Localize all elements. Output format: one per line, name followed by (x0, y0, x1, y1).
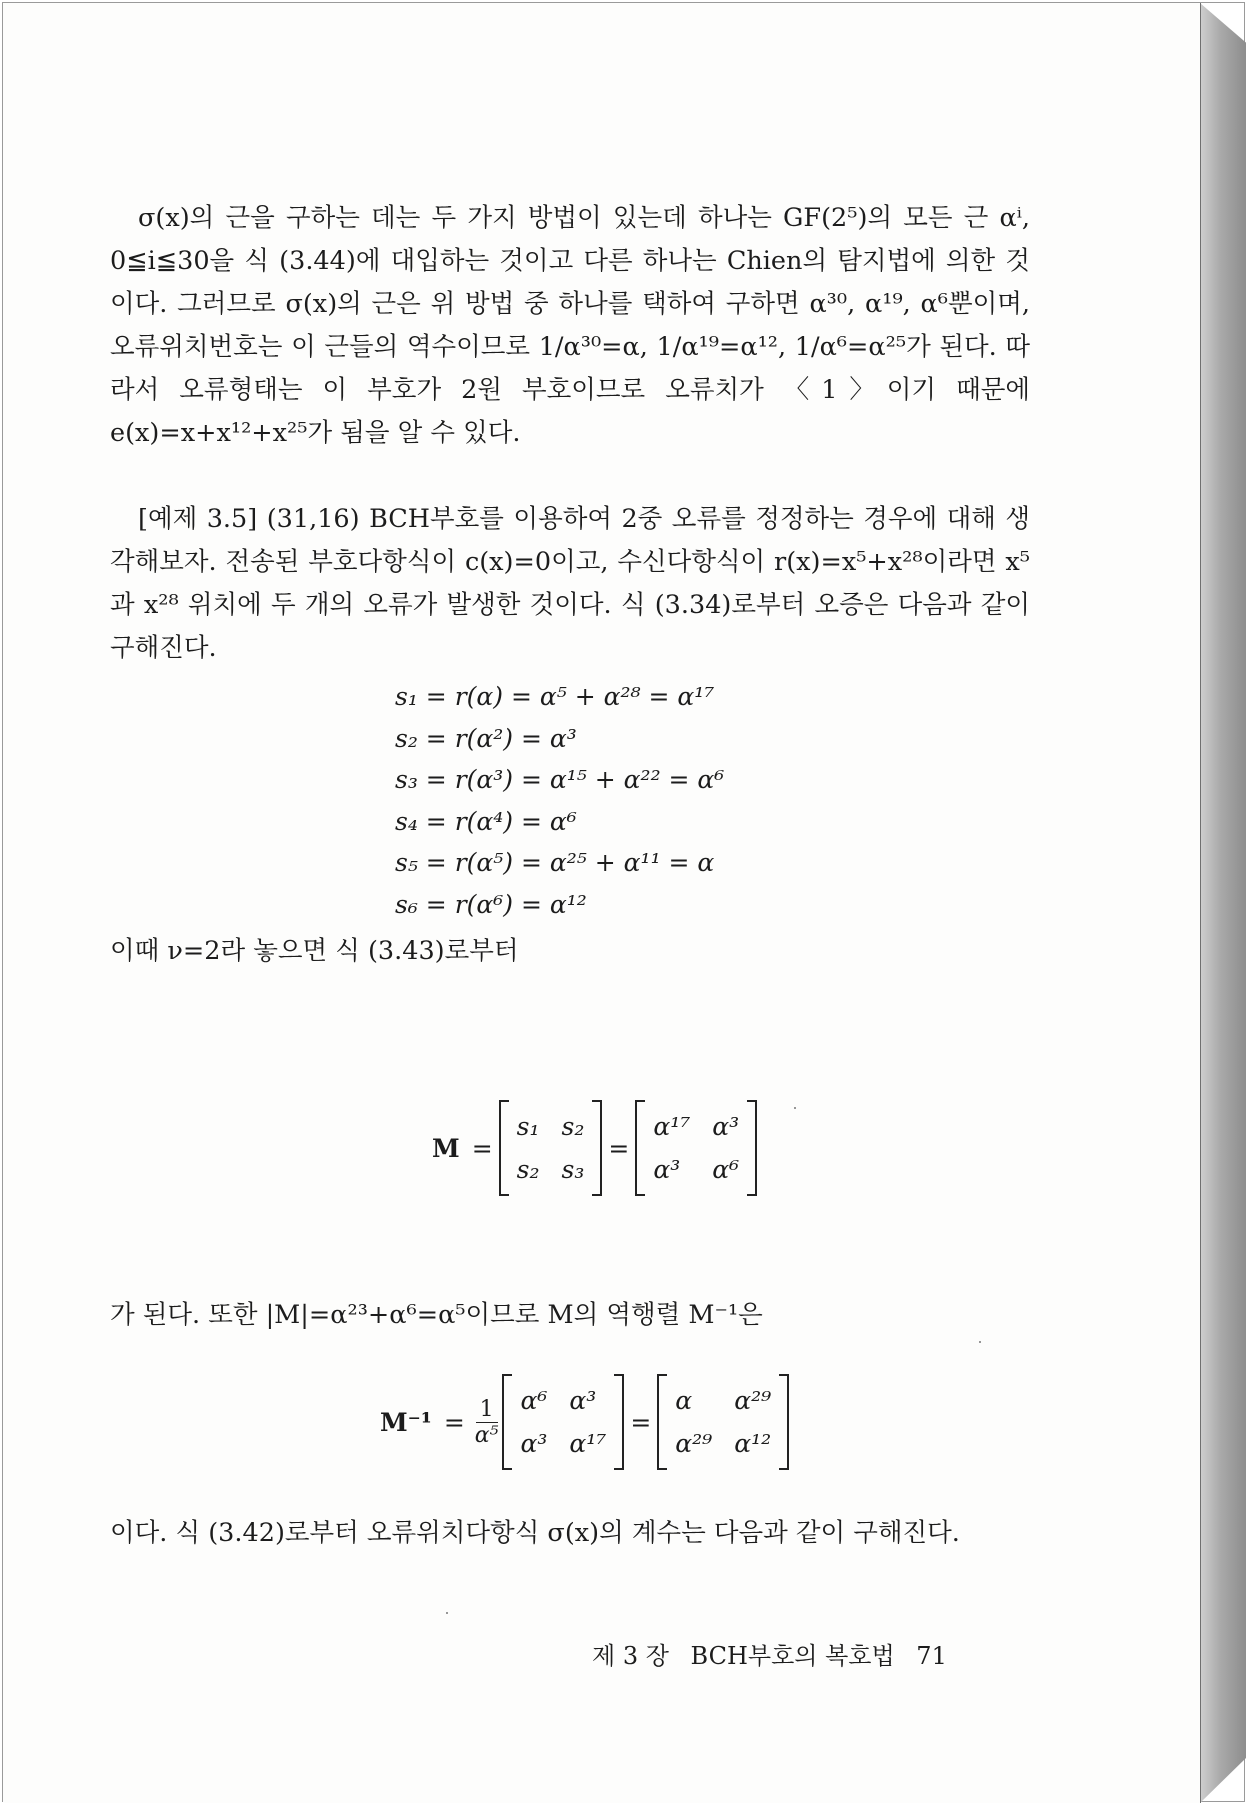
matrix-cell: s₁ (516, 1112, 540, 1141)
matrix-cell: s₃ (561, 1155, 585, 1184)
fraction-numerator: 1 (476, 1397, 498, 1423)
matrix-cell: α⁶ (712, 1155, 740, 1184)
footer-title: BCH부호의 복호법 (690, 1642, 895, 1670)
syndrome-equations (395, 676, 724, 926)
matrix-cell: α¹² (734, 1429, 772, 1458)
fraction-one-over-alpha5 (475, 1397, 499, 1448)
matrix-cell: α¹⁷ (653, 1112, 691, 1141)
matrix-cell: α²⁹ (675, 1429, 713, 1458)
matrix-cell: s₂ (561, 1112, 585, 1141)
matrix-m-inverse-label: M⁻¹ (380, 1407, 432, 1437)
matrix-cell: α²⁹ (734, 1386, 772, 1415)
matrix-cell: α³ (520, 1429, 548, 1458)
paragraph-example-3-5: [예제 3.5] (31,16) BCH부호를 이용하여 2중 오류를 정정하는 경우에 대해 생각해보자. 전송된 부호다항식이 c(x)=0이고, 수신다항식이 r(x)=x⁵+x²⁸이라면 x⁵과 x²⁸ 위치에 두 개의 오류가 발생한 것이다. 식 (3.34)로부터 오증은 다음과 같이 구해진다. (110, 504, 1030, 663)
paragraph-nu: 이때 ν=2라 놓으면 식 (3.43)로부터 (110, 936, 519, 966)
page-footer (592, 1636, 961, 1671)
page-edge-line (1200, 3, 1201, 1803)
matrix-m-inverse-equation (380, 1374, 789, 1470)
page-number: 71 (916, 1642, 947, 1670)
scan-speck (979, 1341, 981, 1343)
matrix-cell: α³ (653, 1155, 681, 1184)
paragraph-roots: σ(x)의 근을 구하는 데는 두 가지 방법이 있는데 하나는 GF(2⁵)의 모든 근 αⁱ, 0≦i≦30을 식 (3.44)에 대입하는 것이고 다른 하나는 Chien의 탐지법에 의한 것이다. 그러므로 σ(x)의 근은 위 방법 중 하나를 택하여 구하면 α³⁰, α¹⁹, α⁶뿐이며, 오류위치번호는 이 근들의 역수이므로 1/α³⁰=α, 1/α¹⁹=α¹², 1/α⁶=α²⁵가 된다. 따라서 오류형태는 이 부호가 2원 부호이므로 오류치가 〈1〉이기 때문에 e(x)=x+x¹²+x²⁵가 됨을 알 수 있다. (110, 203, 1030, 448)
matrix-m-values (635, 1100, 757, 1196)
matrix-m-inverse-values (657, 1374, 789, 1470)
matrix-cell: α (675, 1386, 693, 1415)
footer-chapter: 제 3 장 (592, 1642, 669, 1670)
fraction-denominator: α⁵ (474, 1422, 499, 1448)
syndrome-s1: s₁ = r(α) = α⁵ + α²⁸ = α¹⁷ (395, 682, 715, 711)
matrix-cell: α³ (712, 1112, 740, 1141)
equals-sign: = (608, 1133, 630, 1163)
matrix-cell: α⁶ (520, 1386, 548, 1415)
matrix-m-symbolic (499, 1100, 603, 1196)
syndrome-s6: s₆ = r(α⁶) = α¹² (395, 889, 587, 919)
scan-speck (794, 1107, 796, 1109)
matrix-cell: α³ (569, 1386, 597, 1415)
matrix-cell: α¹⁷ (569, 1429, 607, 1458)
matrix-m-inverse-symbolic (502, 1374, 624, 1470)
matrix-m-equation (432, 1100, 757, 1196)
paragraph-determinant: 가 된다. 또한 |M|=α²³+α⁶=α⁵이므로 M의 역행렬 M⁻¹은 (110, 1300, 763, 1330)
equals-sign: = (443, 1407, 465, 1437)
matrix-m-label: M (432, 1133, 460, 1163)
syndrome-s3: s₃ = r(α³) = α¹⁵ + α²² = α⁶ (395, 765, 725, 795)
syndrome-s2: s₂ = r(α²) = α³ (395, 723, 577, 753)
syndrome-s5: s₅ = r(α⁵) = α²⁵ + α¹¹ = α (395, 848, 715, 878)
equals-sign: = (630, 1407, 652, 1437)
scan-speck (446, 1612, 448, 1614)
matrix-cell: s₂ (516, 1155, 540, 1184)
page-stack-edge (1200, 3, 1246, 1803)
syndrome-s4: s₄ = r(α⁴) = α⁶ (395, 806, 577, 836)
equals-sign: = (471, 1133, 493, 1163)
paragraph-coefficients: 이다. 식 (3.42)로부터 오류위치다항식 σ(x)의 계수는 다음과 같이 구해진다. (110, 1518, 960, 1548)
